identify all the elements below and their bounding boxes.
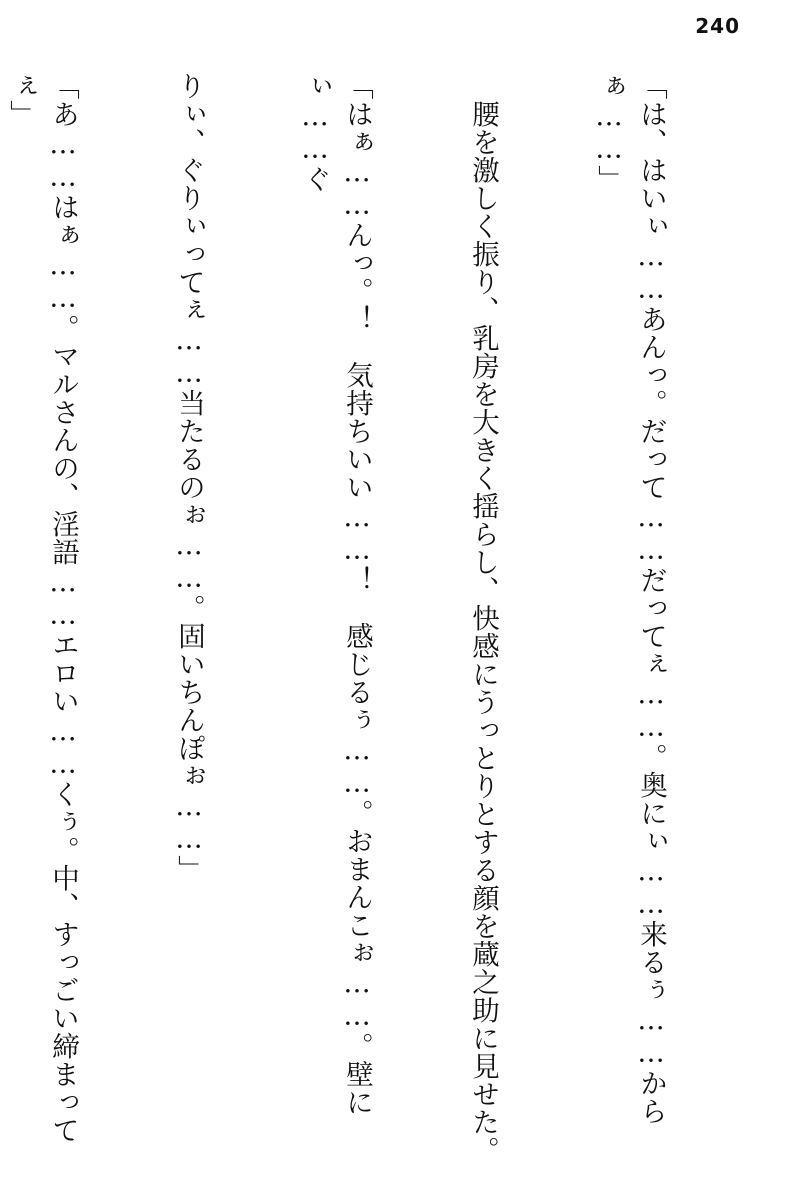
text-line: 「は、はいぃ……あんっ。だって……だってぇ……。奥にぃ……来るぅ……からぁ……」	[593, 72, 667, 1125]
page-number: 240	[695, 14, 740, 38]
text-line: 腰を激しく振り、乳房を大きく揺らし、快感にうっとりとする顔を蔵之助に見せた。	[467, 72, 499, 1164]
text-line: りぃ、ぐりぃってぇ……当たるのぉ……。固いちんぽぉ……」	[173, 72, 205, 883]
text-line: 「あ……はぁ……。マルさんの、淫語……エロい……くぅ。中、すっごい締まってぇ」	[5, 72, 79, 1144]
text-line: 「はぁ……んっ。！ 気持ちいい……！ 感じるぅ……。おまんこぉ……。壁にぃ……ぐ	[299, 72, 373, 1116]
vertical-text-body	[5, 72, 756, 1182]
